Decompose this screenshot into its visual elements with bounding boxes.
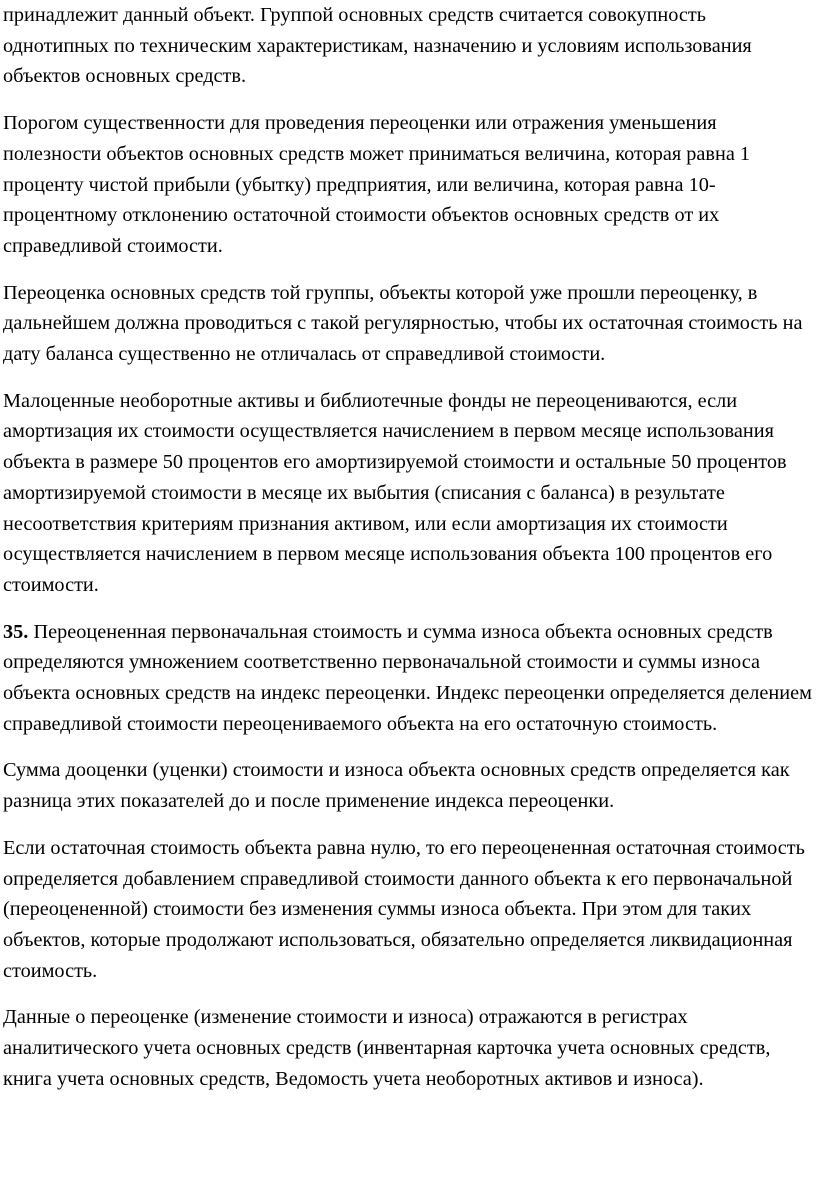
paragraph-revaluation-regularity: [3, 278, 813, 370]
paragraph-materiality-threshold: [3, 108, 813, 262]
paragraph-text: Данные о переоценке (изменение стоимости и износа) отражаются в регистрах аналитического учета основных средств (инвентарная карточка учета основных средств, книга учета основных средств, Ведомость учета необоротных активов и износа).: [3, 1006, 771, 1090]
paragraph-text: Сумма дооценки (уценки) стоимости и износа объекта основных средств определяется как разница этих показателей до и после применение индекса переоценки.: [3, 759, 790, 813]
paragraph-number: 35.: [3, 620, 29, 643]
paragraph-35-revalued-cost: [3, 617, 813, 740]
paragraph-text: Малоценные необоротные активы и библиотечные фонды не переоцениваются, если амортизация их стоимости осуществляется начислением в первом месяце использования объекта в размере 50 процентов его амортизируемой стоимости и остальные 50 процентов амортизируемой стоимости в месяце их выбытия (списания с баланса) в результате несоответствия критериям признания активом, или если амортизация их стоимости осуществляется начислением в первом месяце использования объекта 100 процентов его стоимости.: [3, 389, 787, 596]
paragraph-text: Переоцененная первоначальная стоимость и сумма износа объекта основных средств определяются умножением соответственно первоначальной стоимости и суммы износа объекта основных средств на индекс переоценки. Индекс переоценки определяется делением справедливой стоимости переоцениваемого объекта на его остаточную стоимость.: [3, 620, 812, 735]
paragraph-group-definition: [3, 0, 813, 92]
paragraph-text: Порогом существенности для проведения переоценки или отражения уменьшения полезности объектов основных средств может приниматься величина, которая равна 1 проценту чистой прибыли (убытку) предприятия, или величина, которая равна 10-процентному отклонению остаточной стоимости объектов основных средств от их справедливой стоимости.: [3, 112, 751, 257]
paragraph-zero-residual-value: [3, 833, 813, 987]
paragraph-text: принадлежит данный объект. Группой основных средств считается совокупность однотипных по техническим характеристикам, назначению и условиям использования объектов основных средств.: [3, 4, 752, 88]
paragraph-revaluation-amount: [3, 755, 813, 816]
paragraph-revaluation-records: [3, 1002, 813, 1094]
paragraph-text: Переоценка основных средств той группы, объекты которой уже прошли переоценку, в дальнейшем должна проводиться с такой регулярностью, чтобы их остаточная стоимость на дату баланса существенно не отличалась от справедливой стоимости.: [3, 281, 803, 366]
paragraph-text: Если остаточная стоимость объекта равна нулю, то его переоцененная остаточная стоимость определяется добавлением справедливой стоимости данного объекта к его первоначальной (переоцененной) стоимости без изменения суммы износа объекта. При этом для таких объектов, которые продолжают использоваться, обязательно определяется ликвидационная стоимость.: [3, 836, 805, 982]
paragraph-low-value-assets: [3, 386, 813, 601]
